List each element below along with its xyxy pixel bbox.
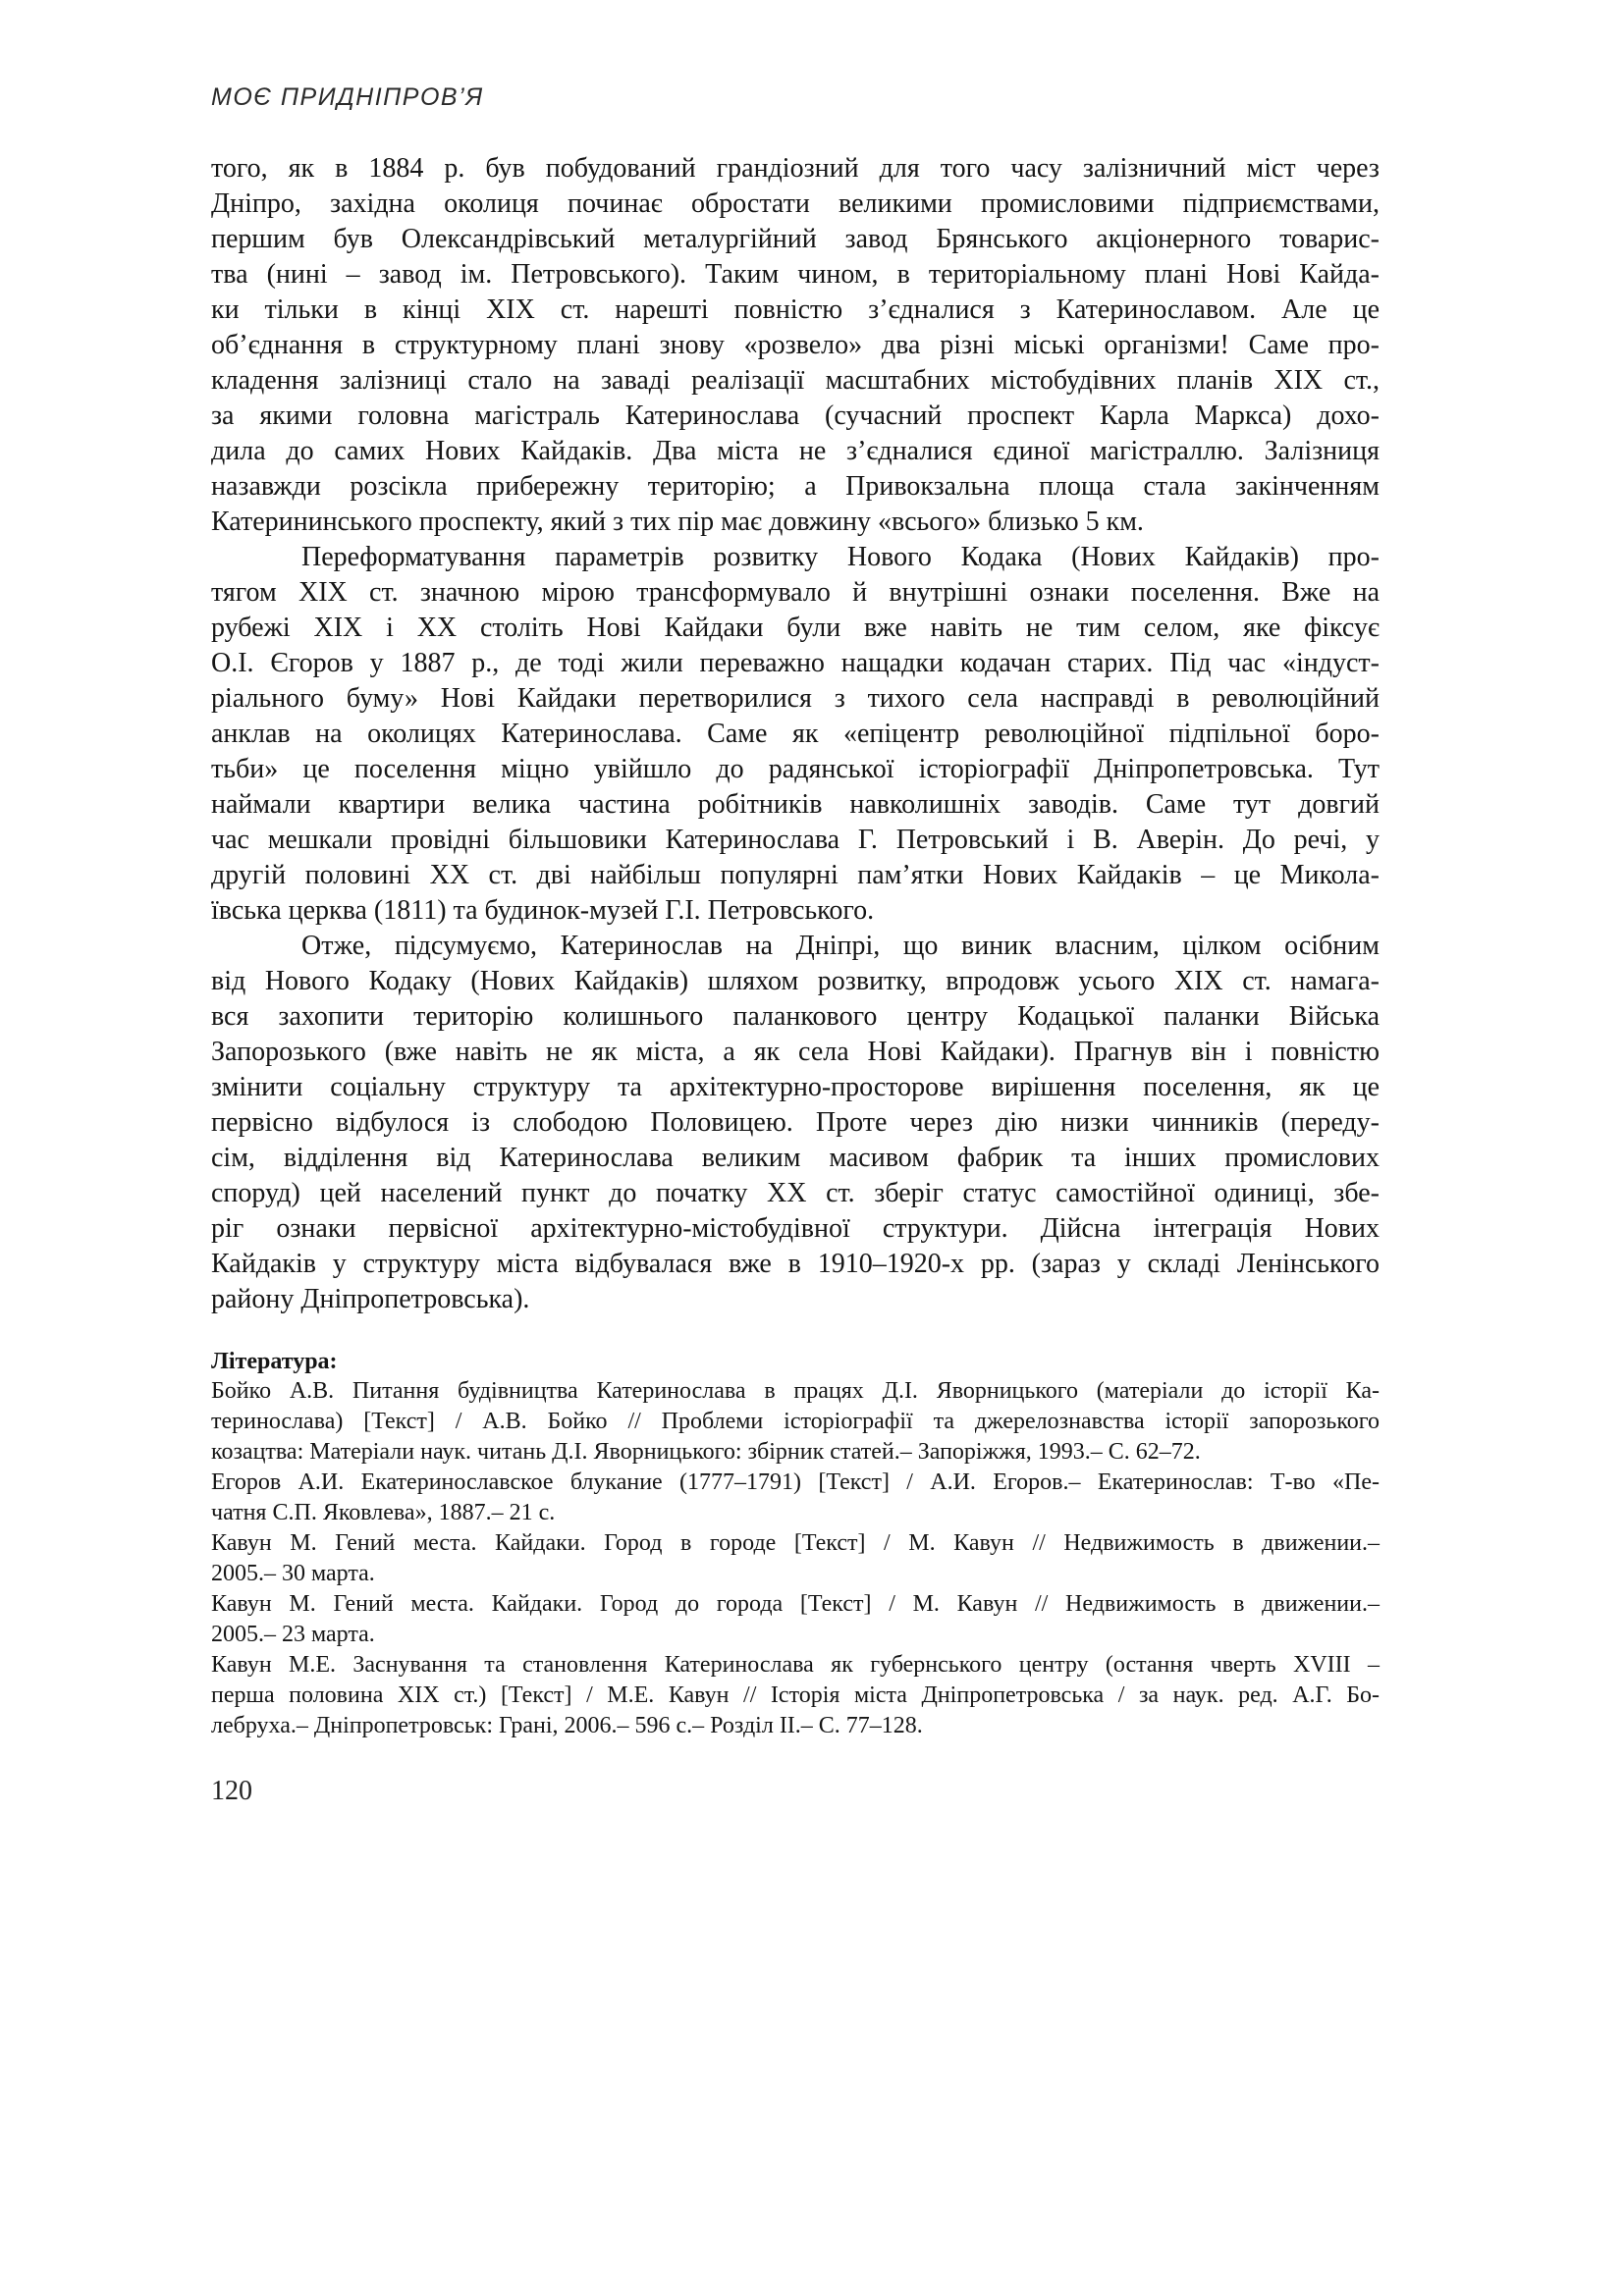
page-number: 120 <box>211 1776 252 1806</box>
text-line: Кавун М.Е. Заснування та становлення Катеринослава як губернського центру (остання чверть XVIII – <box>211 1652 1380 1678</box>
text-line: перша половина XIX ст.) [Текст] / М.Е. Кавун // Історія міста Дніпропетровська / за наук. ред. А.Г. Бо- <box>211 1682 1380 1708</box>
text-line: Запорозького (вже навіть не як міста, а як села Нові Кайдаки). Прагнув він і повністю <box>211 1037 1380 1067</box>
text-line: 2005.– 23 марта. <box>211 1622 375 1647</box>
text-line: теринослава) [Текст] / А.В. Бойко // Проблеми історіографії та джерелознавства історії запорозького <box>211 1409 1380 1434</box>
text-line: об’єднання в структурному плані знову «розвело» два різні міські організми! Саме про- <box>211 330 1380 360</box>
text-line: ївська церква (1811) та будинок-музей Г.І. Петровського. <box>211 895 875 926</box>
bibliography-entry <box>211 1468 1380 1528</box>
text-line: району Дніпропетровська). <box>211 1284 530 1314</box>
text-line: дила до самих Нових Кайдаків. Два міста не з’єдналися єдиної магістраллю. Залізниця <box>211 436 1380 466</box>
text-line: О.І. Єгоров у 1887 р., де тоді жили переважно нащадки кодачан старих. Під час «індуст- <box>211 648 1380 678</box>
text-line: кладення залізниці стало на заваді реалізації масштабних містобудівних планів XIX ст., <box>211 365 1380 396</box>
paragraph <box>211 151 1380 540</box>
text-line: першим був Олександрівський металургійний завод Брянського акціонерного товарис- <box>211 224 1380 254</box>
bibliography-entry <box>211 1589 1380 1650</box>
text-line: 2005.– 30 марта. <box>211 1561 375 1586</box>
body-text <box>211 151 1380 1317</box>
text-line: ріального буму» Нові Кайдаки перетворилися з тихого села насправді в революційний <box>211 683 1380 714</box>
text-line: Кайдаків у структуру міста відбувалася вже в 1910–1920-х рр. (зараз у складі Ленінського <box>211 1249 1380 1279</box>
bibliography <box>211 1376 1380 1741</box>
running-head: МОЄ ПРИДНІПРОВ’Я <box>211 83 484 111</box>
paragraph <box>211 540 1380 929</box>
text-line: ки тільки в кінці XIX ст. нарешті повністю з’єдналися з Катеринославом. Але це <box>211 294 1380 325</box>
literature-heading: Література: <box>211 1349 338 1374</box>
bibliography-entry <box>211 1650 1380 1741</box>
text-line: від Нового Кодаку (Нових Кайдаків) шляхом розвитку, впродовж усього XIX ст. намага- <box>211 966 1380 996</box>
text-line: Кавун М. Гений места. Кайдаки. Город до города [Текст] / М. Кавун // Недвижимость в движении.– <box>211 1591 1380 1617</box>
text-line: Отже, підсумуємо, Катеринослав на Дніпрі, що виник власним, цілком осібним <box>301 931 1380 961</box>
text-column <box>211 0 1380 1806</box>
text-line: наймали квартири велика частина робітників навколишніх заводів. Саме тут довгий <box>211 789 1380 820</box>
bibliography-entry <box>211 1528 1380 1589</box>
text-line: ріг ознаки первісної архітектурно-містобудівної структури. Дійсна інтеграція Нових <box>211 1213 1380 1244</box>
text-line: Кавун М. Гений места. Кайдаки. Город в городе [Текст] / М. Кавун // Недвижимость в движении.– <box>211 1530 1380 1556</box>
text-line: лебруха.– Дніпропетровськ: Грані, 2006.– 596 с.– Розділ II.– С. 77–128. <box>211 1713 923 1738</box>
text-line: тьби» це поселення міцно увійшло до радянської історіографії Дніпропетровська. Тут <box>211 754 1380 784</box>
text-line: Егоров А.И. Екатеринославское блукание (1777–1791) [Текст] / А.И. Егоров.– Екатеринослав: Т-во «Пе- <box>211 1469 1380 1495</box>
text-line: тва (нині – завод ім. Петровського). Таким чином, в територіальному плані Нові Кайда- <box>211 259 1380 290</box>
text-line: Бойко А.В. Питання будівництва Катеринослава в працях Д.І. Яворницького (матеріали до історії Ка- <box>211 1378 1380 1404</box>
text-line: Дніпро, західна околиця починає обростати великими промисловими підприємствами, <box>211 188 1380 219</box>
paragraph <box>211 929 1380 1317</box>
text-line: анклав на околицях Катеринослава. Саме як «епіцентр революційної підпільної боро- <box>211 719 1380 749</box>
text-line: другій половині XX ст. дві найбільш популярні пам’ятки Нових Кайдаків – це Микола- <box>211 860 1380 890</box>
text-line: чатня С.П. Яковлева», 1887.– 21 с. <box>211 1500 556 1525</box>
text-line: Переформатування параметрів розвитку Нового Кодака (Нових Кайдаків) про- <box>301 542 1380 572</box>
text-line: Катерининського проспекту, який з тих пір має довжину «всього» близько 5 км. <box>211 507 1144 537</box>
text-line: того, як в 1884 р. був побудований грандіозний для того часу залізничний міст через <box>211 153 1380 184</box>
text-line: тягом XIX ст. значною мірою трансформувало й внутрішні ознаки поселення. Вже на <box>211 577 1380 608</box>
bibliography-entry <box>211 1376 1380 1468</box>
text-line: час мешкали провідні більшовики Катеринослава Г. Петровський і В. Аверін. До речі, у <box>211 825 1380 855</box>
text-line: змінити соціальну структуру та архітектурно-просторове вирішення поселення, як це <box>211 1072 1380 1102</box>
text-line: назавжди розсікла прибережну територію; а Привокзальна площа стала закінченням <box>211 471 1380 502</box>
text-line: первісно відбулося із слободою Половицею. Проте через дію низки чинників (переду- <box>211 1107 1380 1138</box>
text-line: споруд) цей населений пункт до початку XX ст. зберіг статус самостійної одиниці, збе- <box>211 1178 1380 1208</box>
text-line: вся захопити територію колишнього паланкового центру Кодацької паланки Війська <box>211 1001 1380 1032</box>
text-line: за якими головна магістраль Катеринослава (сучасний проспект Карла Маркса) дохо- <box>211 400 1380 431</box>
text-line: рубежі XIX і XX століть Нові Кайдаки були вже навіть не тим селом, яке фіксує <box>211 613 1380 643</box>
text-line: сім, відділення від Катеринослава великим масивом фабрик та інших промислових <box>211 1143 1380 1173</box>
text-line: козацтва: Матеріали наук. читань Д.І. Яворницького: збірник статей.– Запоріжжя, 1993.– С. 62–72. <box>211 1439 1201 1465</box>
